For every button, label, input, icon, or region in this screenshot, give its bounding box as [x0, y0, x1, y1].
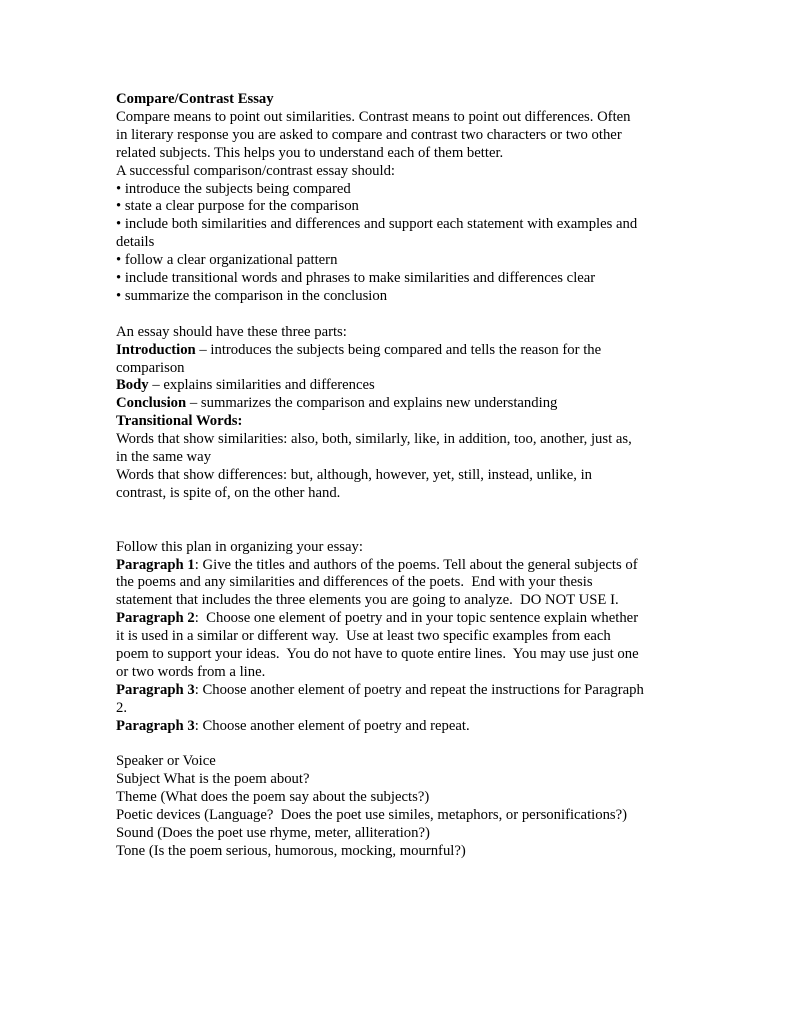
paragraph1-continuation: the poems and any similarities and differences of the poets. End with your thesis — [116, 574, 593, 591]
introduction-label: Introduction — [116, 341, 196, 358]
paragraph1-label: Paragraph 1 — [116, 556, 195, 573]
paragraph3b-label: Paragraph 3 — [116, 717, 195, 734]
introduction-text: – introduces the subjects being compared and tells the reason for the — [195, 341, 602, 358]
element-item: Poetic devices (Language? Does the poet use similes, metaphors, or personifications?) — [116, 807, 628, 824]
bullet-item: • include both similarities and differences and support each statement with examples and — [116, 216, 638, 233]
introduction-line — [116, 342, 681, 360]
bullet-item: • introduce the subjects being compared — [116, 180, 351, 197]
conclusion-line — [116, 395, 681, 413]
spacer — [116, 736, 681, 754]
paragraph2-continuation: or two words from a line. — [116, 663, 266, 680]
paragraph3b-text: : Choose another element of poetry and repeat. — [194, 717, 470, 734]
element-item: Speaker or Voice — [116, 753, 216, 770]
conclusion-text: – summarizes the comparison and explains new understanding — [186, 395, 558, 412]
element-item: Sound (Does the poet use rhyme, meter, alliteration?) — [116, 825, 430, 842]
spacer — [116, 306, 681, 324]
intro-line: A successful comparison/contrast essay should: — [116, 162, 396, 179]
paragraph2-continuation: it is used in a similar or different way. Use at least two specific examples from each — [116, 628, 611, 645]
paragraph1-continuation: statement that includes the three elements you are going to analyze. DO NOT USE I. — [116, 592, 619, 609]
element-item: Subject What is the poem about? — [116, 771, 310, 788]
plan-intro: Follow this plan in organizing your essay: — [116, 538, 363, 555]
bullet-item: • follow a clear organizational pattern — [116, 252, 338, 269]
transitional-line: Words that show similarities: also, both, similarly, like, in addition, too, another, just as, — [116, 431, 632, 448]
paragraph1-text: : Give the titles and authors of the poems. Tell about the general subjects of — [194, 556, 638, 573]
element-item: Theme (What does the poem say about the subjects?) — [116, 789, 430, 806]
body-line — [116, 377, 681, 395]
paragraph3b-line — [116, 718, 681, 736]
element-item: Tone (Is the poem serious, humorous, mocking, mournful?) — [116, 843, 466, 859]
document-page — [116, 91, 681, 861]
intro-line: Compare means to point out similarities. Contrast means to point out differences. Often — [116, 108, 631, 125]
transitional-line: contrast, is spite of, on the other hand. — [116, 484, 341, 501]
spacer — [116, 521, 681, 539]
paragraph2-continuation: poem to support your ideas. You do not have to quote entire lines. You may use just one — [116, 646, 639, 663]
bullet-item-continuation: details — [116, 234, 155, 251]
paragraph2-text: : Choose one element of poetry and in your topic sentence explain whether — [194, 610, 639, 627]
intro-line: in literary response you are asked to compare and contrast two characters or two other — [116, 126, 622, 143]
transitional-heading: Transitional Words: — [116, 413, 243, 430]
paragraph2-label: Paragraph 2 — [116, 610, 195, 627]
paragraph2-line — [116, 610, 681, 628]
bullet-item: • state a clear purpose for the comparison — [116, 198, 359, 215]
transitional-line: in the same way — [116, 449, 212, 466]
transitional-line: Words that show differences: but, although, however, yet, still, instead, unlike, in — [116, 467, 593, 484]
paragraph3-label: Paragraph 3 — [116, 681, 195, 698]
conclusion-label: Conclusion — [116, 395, 187, 412]
intro-line: related subjects. This helps you to understand each of them better. — [116, 144, 504, 161]
document-title: Compare/Contrast Essay — [116, 91, 274, 107]
spacer — [116, 503, 681, 521]
paragraph3-text: : Choose another element of poetry and repeat the instructions for Paragraph — [194, 681, 644, 698]
paragraph1-line — [116, 557, 681, 575]
parts-intro: An essay should have these three parts: — [116, 323, 347, 340]
bullet-item: • summarize the comparison in the conclusion — [116, 287, 388, 304]
bullet-item: • include transitional words and phrases to make similarities and differences clear — [116, 270, 596, 287]
body-label: Body — [116, 377, 149, 394]
body-text: – explains similarities and differences — [148, 377, 375, 394]
paragraph3-continuation: 2. — [116, 699, 128, 716]
paragraph3-line — [116, 682, 681, 700]
introduction-continuation: comparison — [116, 359, 185, 376]
